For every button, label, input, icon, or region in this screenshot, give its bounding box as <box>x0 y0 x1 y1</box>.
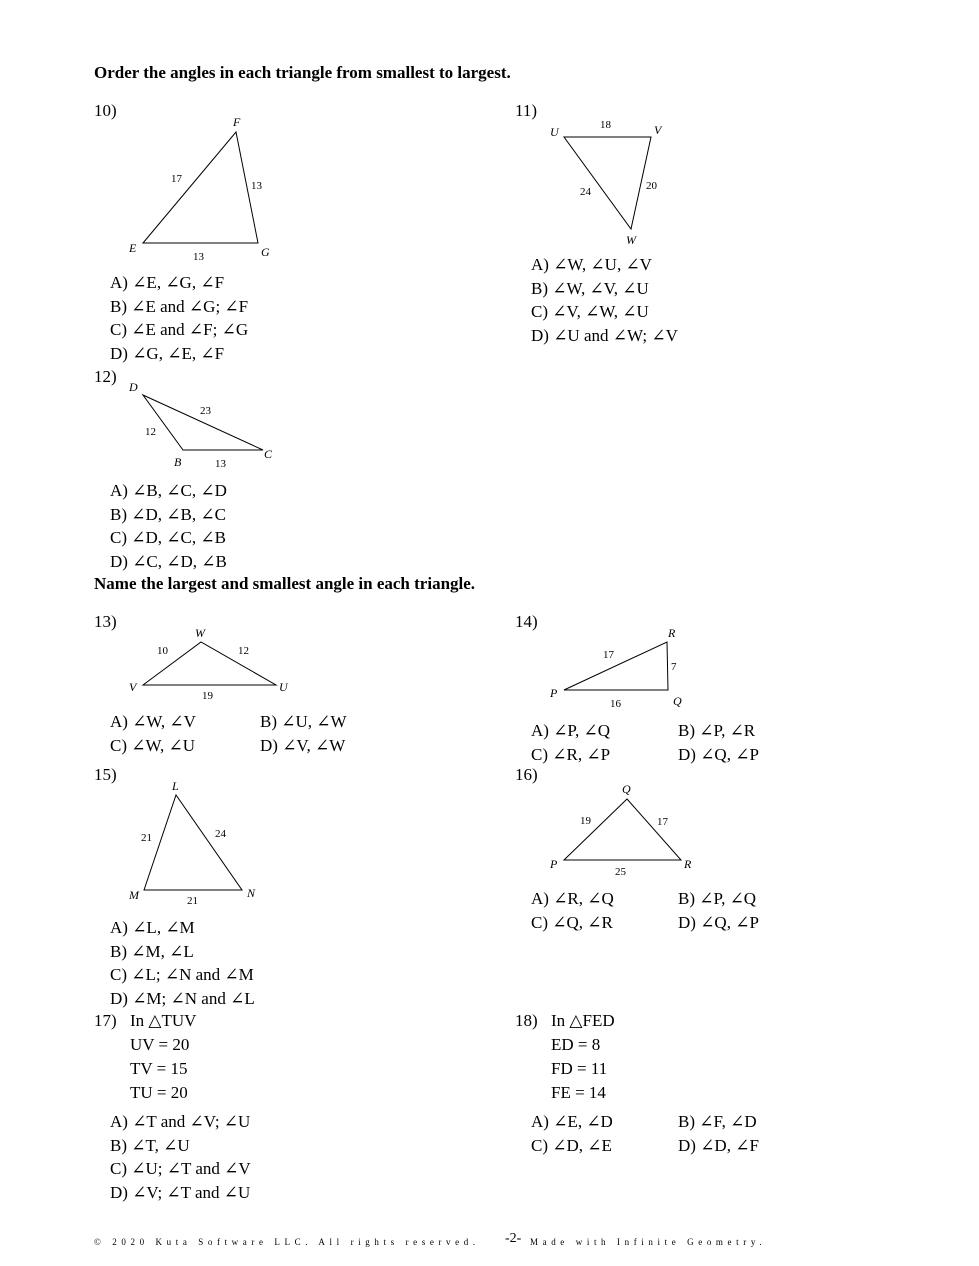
option-15c[interactable]: C) ∠L; ∠N and ∠M <box>110 965 254 984</box>
side-length-rq: 7 <box>671 661 677 673</box>
given-17-tu: TU = 20 <box>130 1083 188 1102</box>
side-length-db: 12 <box>145 426 156 438</box>
option-12b[interactable]: B) ∠D, ∠B, ∠C <box>110 505 226 524</box>
vertex-label-w13: W <box>195 626 205 640</box>
side-length-wu13: 12 <box>238 645 249 657</box>
option-10b[interactable]: B) ∠E and ∠G; ∠F <box>110 297 249 316</box>
side-length-lm: 21 <box>141 832 152 844</box>
problem-13-number: 13) <box>94 612 117 631</box>
option-12d[interactable]: D) ∠C, ∠D, ∠B <box>110 552 227 571</box>
option-16c[interactable]: C) ∠Q, ∠R <box>531 913 613 932</box>
vertex-label-p16: P <box>550 857 558 871</box>
vertex-label-p14: P <box>550 686 558 700</box>
problem-10-number: 10) <box>94 101 117 120</box>
problem-12-number: 12) <box>94 367 117 386</box>
given-18-fe: FE = 14 <box>551 1083 606 1102</box>
side-length-uw: 24 <box>580 186 591 198</box>
side-length-vw: 20 <box>646 180 657 192</box>
side-length-fg: 13 <box>251 180 262 192</box>
side-length-bc: 13 <box>215 458 226 470</box>
option-12a[interactable]: A) ∠B, ∠C, ∠D <box>110 481 227 500</box>
side-length-dc: 23 <box>200 405 211 417</box>
option-11a[interactable]: A) ∠W, ∠U, ∠V <box>531 255 652 274</box>
side-length-pr16: 25 <box>615 866 626 878</box>
option-15b[interactable]: B) ∠M, ∠L <box>110 942 194 961</box>
side-length-qr16: 17 <box>657 816 668 828</box>
given-18-fd: FD = 11 <box>551 1059 608 1078</box>
problem-17-number: 17) <box>94 1011 117 1030</box>
vertex-label-q16: Q <box>622 782 631 796</box>
vertex-label-u13: U <box>279 680 288 694</box>
problem-11-number: 11) <box>515 101 538 120</box>
problem-15-number: 15) <box>94 765 117 784</box>
option-10a[interactable]: A) ∠E, ∠G, ∠F <box>110 273 225 292</box>
given-18-ed: ED = 8 <box>551 1035 601 1054</box>
option-11d[interactable]: D) ∠U and ∠W; ∠V <box>531 326 678 345</box>
vertex-label-v: V <box>654 123 662 137</box>
option-18a[interactable]: A) ∠E, ∠D <box>531 1112 613 1131</box>
side-length-ln: 24 <box>215 828 226 840</box>
option-17d[interactable]: D) ∠V; ∠T and ∠U <box>110 1183 251 1202</box>
problem-14-number: 14) <box>515 612 538 631</box>
side-length-vu13: 19 <box>202 690 213 702</box>
section-heading-order: Order the angles in each triangle from smallest to largest. <box>94 63 511 82</box>
footer-made-with: Made with Infinite Geometry. <box>530 1237 767 1247</box>
option-16a[interactable]: A) ∠R, ∠Q <box>531 889 614 908</box>
side-length-ef: 17 <box>171 173 182 185</box>
vertex-label-g: G <box>261 245 270 259</box>
option-16b[interactable]: B) ∠P, ∠Q <box>678 889 757 908</box>
side-length-uv: 18 <box>600 119 611 131</box>
given-17-triangle: In △TUV <box>130 1011 197 1030</box>
option-13a[interactable]: A) ∠W, ∠V <box>110 712 196 731</box>
vertex-label-u: U <box>550 125 559 139</box>
vertex-label-n: N <box>247 886 256 900</box>
page-number: -2- <box>505 1231 522 1246</box>
vertex-label-q14: Q <box>673 694 682 708</box>
side-length-mn: 21 <box>187 895 198 907</box>
option-12c[interactable]: C) ∠D, ∠C, ∠B <box>110 528 226 547</box>
vertex-label-m: M <box>129 888 139 902</box>
vertex-label-f: F <box>233 115 241 129</box>
option-11b[interactable]: B) ∠W, ∠V, ∠U <box>531 279 649 298</box>
option-17c[interactable]: C) ∠U; ∠T and ∠V <box>110 1159 251 1178</box>
option-10d[interactable]: D) ∠G, ∠E, ∠F <box>110 344 225 363</box>
vertex-label-r16: R <box>684 857 692 871</box>
option-17b[interactable]: B) ∠T, ∠U <box>110 1136 190 1155</box>
vertex-label-l: L <box>172 779 179 793</box>
option-14c[interactable]: C) ∠R, ∠P <box>531 745 611 764</box>
given-18-triangle: In △FED <box>551 1011 615 1030</box>
option-16d[interactable]: D) ∠Q, ∠P <box>678 913 759 932</box>
vertex-label-r: R <box>668 626 676 640</box>
vertex-label-d: D <box>129 380 138 394</box>
problem-18-number: 18) <box>515 1011 538 1030</box>
option-13b[interactable]: B) ∠U, ∠W <box>260 712 347 731</box>
option-13d[interactable]: D) ∠V, ∠W <box>260 736 346 755</box>
given-17-uv: UV = 20 <box>130 1035 190 1054</box>
option-15d[interactable]: D) ∠M; ∠N and ∠L <box>110 989 255 1008</box>
footer-copyright: © 2020 Kuta Software LLC. All rights reserved. <box>94 1237 480 1247</box>
option-14d[interactable]: D) ∠Q, ∠P <box>678 745 759 764</box>
option-18b[interactable]: B) ∠F, ∠D <box>678 1112 757 1131</box>
side-length-eg: 13 <box>193 251 204 263</box>
side-length-pr: 17 <box>603 649 614 661</box>
option-18d[interactable]: D) ∠D, ∠F <box>678 1136 759 1155</box>
vertex-label-v13: V <box>129 680 137 694</box>
given-17-tv: TV = 15 <box>130 1059 188 1078</box>
option-17a[interactable]: A) ∠T and ∠V; ∠U <box>110 1112 251 1131</box>
section-heading-name: Name the largest and smallest angle in each triangle. <box>94 574 476 593</box>
option-13c[interactable]: C) ∠W, ∠U <box>110 736 195 755</box>
side-length-pq16: 19 <box>580 815 591 827</box>
vertex-label-c: C <box>264 447 273 461</box>
vertex-label-w: W <box>626 233 636 247</box>
option-11c[interactable]: C) ∠V, ∠W, ∠U <box>531 302 649 321</box>
side-length-vw13: 10 <box>157 645 168 657</box>
vertex-label-b: B <box>174 455 182 469</box>
side-length-pq: 16 <box>610 698 621 710</box>
option-10c[interactable]: C) ∠E and ∠F; ∠G <box>110 320 249 339</box>
option-15a[interactable]: A) ∠L, ∠M <box>110 918 195 937</box>
vertex-label-e: E <box>129 241 137 255</box>
problem-16-number: 16) <box>515 765 538 784</box>
option-18c[interactable]: C) ∠D, ∠E <box>531 1136 612 1155</box>
option-14b[interactable]: B) ∠P, ∠R <box>678 721 756 740</box>
option-14a[interactable]: A) ∠P, ∠Q <box>531 721 611 740</box>
